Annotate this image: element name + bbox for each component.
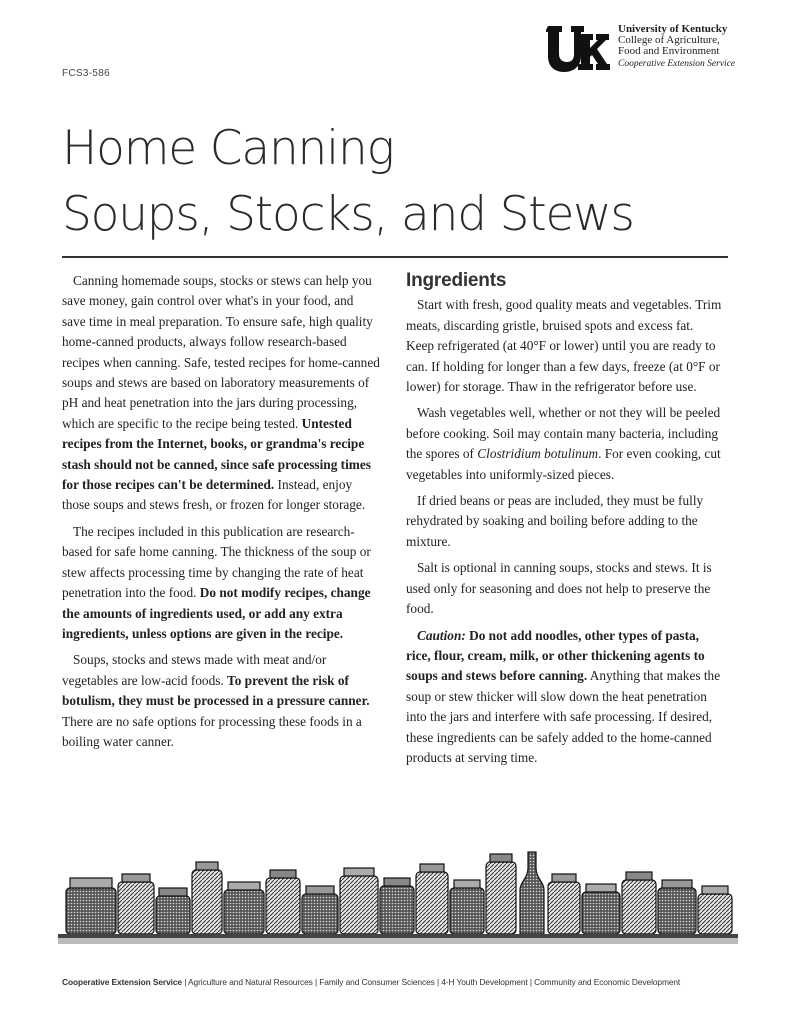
intro-text: Canning homemade soups, stocks or stews can help you save money, gain control over what's in your food, and save time in meal preparation. To ensure safe, high quality home-canned products, always follow research-based recipes when canning. Safe, tested recipes for home-canned soups and stews are based on laboratory measurements of pH and heat penetration into the jars during processing, which are specific to the recipe being tested. [62, 273, 380, 431]
beans-paragraph: If dried beans or peas are included, they must be fully rehydrated by soaking and boiling before adding to the mixture. [406, 493, 704, 549]
institution-block [618, 24, 735, 70]
recipes-warning: Do not modify recipes, change the amounts of ingredients used, or add any extra ingredients, unless options are given in the recipe. [62, 585, 371, 641]
caution-warning: Do not add noodles, other types of pasta, rice, flour, cream, milk, or other thickening agents to soups and stews before canning. [406, 627, 705, 684]
university-name: University of Kentucky [618, 23, 728, 35]
vegetables-paragraph [406, 403, 724, 485]
caution-label: Caution: [417, 627, 466, 643]
footer-program-areas [62, 977, 680, 987]
meats-paragraph: Start with fresh, good quality meats and vegetables. Trim meats, discarding gristle, bruised spots and excess fat. Keep refrigerated (at 40°F or lower) until you are ready to can. If holding for longer than a few days, freeze (at 0°F or lower) for storage. Thaw in the refrigerator before use. [406, 297, 722, 395]
college-line-1: College of Agriculture, [618, 34, 720, 46]
page-title [62, 116, 634, 248]
footer-service: Cooperative Extension Service [62, 977, 182, 987]
low-acid-text-end: There are no safe options for processing these foods in a boiling water canner. [62, 713, 362, 749]
ingredients-heading: Ingredients [406, 270, 507, 291]
college-line-2: Food and Environment [618, 45, 720, 57]
low-acid-paragraph [62, 650, 380, 752]
footer-areas: | Agriculture and Natural Resources | Family and Consumer Sciences | 4-H Youth Development | Community and Economic Development [181, 977, 681, 987]
uk-logo-icon [546, 24, 610, 74]
extension-service-name: Cooperative Extension Service [618, 59, 736, 69]
low-acid-text: Soups, stocks and stews made with meat and/or vegetables are low-acid foods. [62, 652, 327, 688]
bacteria-name: Clostridium botulinum [477, 446, 599, 462]
left-column [62, 271, 380, 758]
title-line-2: Soups, Stocks, and Stews [62, 187, 634, 242]
botulism-warning: To prevent the risk of botulism, they must be processed in a pressure canner. [62, 672, 370, 709]
intro-text-end: Instead, enjoy those soups and stews fresh, or frozen for longer storage. [62, 477, 366, 513]
recipes-paragraph [62, 522, 380, 644]
publication-code: FCS3-586 [62, 68, 110, 79]
intro-warning: Untested recipes from the Internet, books, or grandma's recipe stash should not be canned, since safe processing times for those recipes can't be determined. [62, 415, 371, 493]
salt-paragraph: Salt is optional in canning soups, stocks and stews. It is used only for seasoning and does not help to preserve the food. [406, 560, 712, 617]
right-column [406, 271, 724, 774]
caution-paragraph [406, 626, 724, 769]
canning-jars-illustration [58, 848, 738, 948]
title-divider [62, 256, 728, 258]
recipes-text: The recipes included in this publication are research-based for safe home canning. The thickness of the soup or stew affects processing time by changing the rate of heat penetration into the food. [62, 523, 371, 601]
vegetables-text-end: . For even cooking, cut vegetables into uniformly-sized pieces. [406, 446, 721, 482]
title-line-1: Home Canning [62, 121, 394, 176]
vegetables-text: Wash vegetables well, whether or not they will be peeled before cooking. Soil may contain many bacteria, including the spores of [406, 405, 721, 462]
caution-text: Anything that makes the soup or stew thicker will slow down the heat penetration into the jars and interfere with safe processing. If desired, these ingredients can be safely added to the home-canned products at serving time. [406, 668, 721, 765]
intro-paragraph [62, 271, 380, 516]
